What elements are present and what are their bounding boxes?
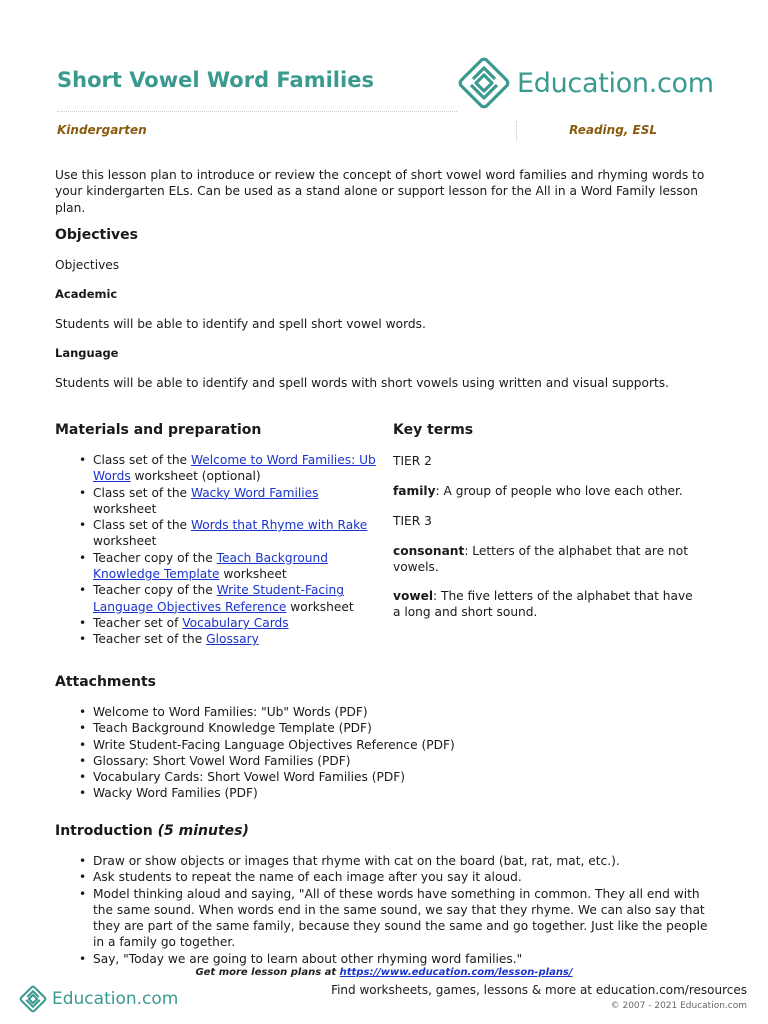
list-item[interactable]: • Wacky Word Families (PDF) [55, 785, 715, 801]
list-item: • Class set of the Words that Rhyme with Rake worksheet [55, 517, 383, 550]
intro-paragraph: Use this lesson plan to introduce or review the concept of short vowel word families and rhyming words to your kindergarten ELs. Can be used as a stand alone or support lesson for the All in a Word Family lesson plan. [55, 168, 705, 215]
list-item: • Teacher set of the Glossary [55, 631, 383, 647]
materials-list [55, 452, 383, 648]
list-item: • Teacher copy of the Write Student-Facing Language Objectives Reference worksheet [55, 582, 383, 615]
language-objectives-link[interactable]: Write Student-Facing Language Objectives Reference [93, 583, 344, 614]
background-knowledge-link[interactable]: Teach Background Knowledge Template [93, 550, 328, 582]
list-item[interactable]: • Teach Background Knowledge Template (PDF) [55, 720, 715, 736]
list-item: • Class set of the Welcome to Word Families: Ub Words worksheet (optional) [55, 452, 383, 485]
lesson-plans-link[interactable]: https://www.education.com/lesson-plans/ [339, 967, 573, 978]
footer-find-text: Find worksheets, games, lessons & more at education.com/resources [331, 983, 747, 997]
wacky-word-families-link[interactable]: Wacky Word Families [190, 485, 319, 500]
tier-3-label: TIER 3 [393, 514, 432, 528]
footer-logo-text: Education.com [52, 989, 179, 1009]
list-item: • Model thinking aloud and saying, "All of these words have something in common. They all end with the same sound. When words end in the same sound, we say that they rhyme. We can also say that they are part of the same family, because they sound the same and go together. Just like the people in a family go together. [55, 886, 720, 951]
materials-heading: Materials and preparation [55, 422, 262, 438]
list-item: • Teacher copy of the Teach Background Knowledge Template worksheet [55, 550, 383, 583]
footer-copyright: © 2007 - 2021 Education.com [610, 1001, 747, 1011]
language-label: Language [55, 346, 119, 360]
introduction-heading: Introduction (5 minutes) [55, 823, 249, 839]
list-item[interactable]: • Write Student-Facing Language Objectives Reference (PDF) [55, 737, 715, 753]
list-item: • Draw or show objects or images that rhyme with cat on the board (bat, rat, mat, etc.). [55, 853, 720, 869]
list-item[interactable]: • Vocabulary Cards: Short Vowel Word Families (PDF) [55, 769, 715, 785]
attachments-heading: Attachments [55, 674, 157, 690]
language-objective: Students will be able to identify and spell words with short vowels using written and visual supports. [55, 376, 669, 390]
term-family: family: A group of people who love each other. [393, 484, 683, 498]
footer-logo[interactable] [18, 984, 178, 1014]
list-item: • Say, "Today we are going to learn about other rhyming word families." [55, 951, 720, 967]
tier-2-label: TIER 2 [393, 454, 432, 468]
footer-promo: Get more lesson plans at https://www.education.com/lesson-plans/ [195, 967, 573, 978]
list-item: • Teacher set of Vocabulary Cards [55, 615, 383, 631]
introduction-duration: (5 minutes) [157, 823, 249, 839]
attachments-list [55, 704, 715, 802]
term-consonant: consonant: Letters of the alphabet that are not vowels. [393, 544, 688, 575]
welcome-word-families-link[interactable]: Welcome to Word Families: Ub Words [93, 453, 376, 484]
glossary-link[interactable]: Glossary [206, 632, 259, 647]
academic-label: Academic [55, 287, 118, 301]
list-item: • Class set of the Wacky Word Families worksheet [55, 485, 383, 518]
words-rhyme-rake-link[interactable]: Words that Rhyme with Rake [190, 518, 368, 533]
list-item: • Ask students to repeat the name of each image after you say it aloud. [55, 869, 720, 885]
header-vertical-divider [516, 121, 517, 141]
education-logo-icon [18, 984, 48, 1014]
key-terms-heading: Key terms [393, 422, 474, 438]
introduction-list [55, 853, 720, 967]
education-logo[interactable] [455, 54, 714, 112]
academic-objective: Students will be able to identify and spell short vowel words. [55, 317, 426, 331]
list-item[interactable]: • Glossary: Short Vowel Word Families (PDF) [55, 753, 715, 769]
objectives-subheading: Objectives [55, 258, 120, 272]
education-logo-icon [455, 54, 513, 112]
objectives-heading: Objectives [55, 227, 138, 243]
header-divider [57, 111, 457, 112]
term-vowel: vowel: The five letters of the alphabet that have a long and short sound. [393, 589, 693, 620]
education-logo-text: Education.com [517, 67, 714, 99]
list-item[interactable]: • Welcome to Word Families: "Ub" Words (PDF) [55, 704, 715, 720]
lesson-title: Short Vowel Word Families [57, 68, 374, 92]
subject-label: Reading, ESL [569, 123, 657, 137]
vocabulary-cards-link[interactable]: Vocabulary Cards [182, 615, 289, 630]
grade-level: Kindergarten [57, 123, 147, 137]
